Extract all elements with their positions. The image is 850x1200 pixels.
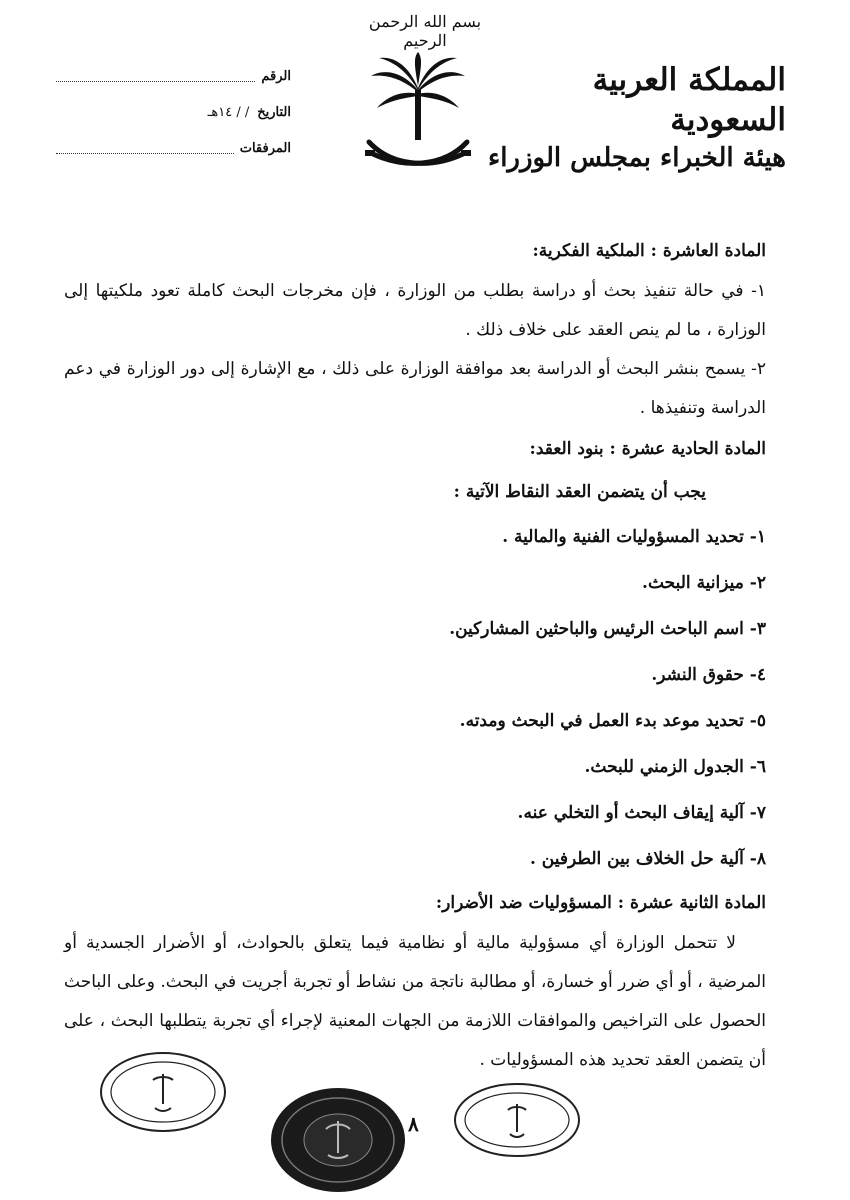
reference-block <box>56 58 291 166</box>
page-number: ٨ <box>408 1112 419 1136</box>
attachments-row <box>56 130 291 166</box>
basmala-text: بسم الله الرحمن الرحيم <box>368 12 482 50</box>
date-value: / / ١٤هـ <box>207 104 250 120</box>
reference-number-label: الرقم <box>261 68 291 84</box>
document-body <box>64 230 766 1080</box>
attachments-label: المرفقات <box>239 140 291 156</box>
org-name-line2: هيئة الخبراء بمجلس الوزراء <box>487 143 786 173</box>
palm-swords-emblem-icon <box>363 50 473 180</box>
article10-clause1: ١- في حالة تنفيذ بحث أو دراسة بطلب من الوزارة ، فإن مخرجات البحث كاملة تعود ملكيتها إلى الوزارة ، ما لم ينص العقد على خلاف ذلك . <box>64 281 766 340</box>
list-item: ١- تحديد المسؤوليات الفنية والمالية . <box>502 527 766 547</box>
left-stamp-seal-icon <box>98 1050 228 1134</box>
list-item: ٨- آلية حل الخلاف بين الطرفين . <box>529 849 766 869</box>
article12-body: لا تتحمل الوزارة أي مسؤولية مالية أو نظامية فيما يتعلق بالحوادث، أو الأضرار الجسدية أو المرضية ، أو أي ضرر أو خسارة، أو مطالبة ناتجة من نشاط أو تجربة أجريت في البحث. وعلى الباحث الحصول على التراخيص والموافقات اللازمة من الجهات المعنية لإجراء أي تجربة يتطلبها البحث ، على أن يتضمن العقد تحديد هذه المسؤوليات . <box>64 933 766 1070</box>
article11-heading: المادة الحادية عشرة : بنود العقد: <box>529 439 766 459</box>
list-item: ٢- ميزانية البحث. <box>642 573 766 593</box>
article12-heading: المادة الثانية عشرة : المسؤوليات ضد الأضرار: <box>435 893 766 913</box>
center-round-seal-icon <box>268 1085 408 1195</box>
article10-heading: المادة العاشرة : الملكية الفكرية: <box>532 241 766 261</box>
organization-title <box>486 60 786 176</box>
date-label: التاريخ <box>257 104 291 120</box>
reference-number-field <box>56 71 255 82</box>
attachments-field <box>56 143 234 154</box>
right-stamp-seal-icon <box>452 1080 582 1160</box>
list-item: ٦- الجدول الزمني للبحث. <box>584 757 766 777</box>
list-item: ٤- حقوق النشر. <box>651 665 766 685</box>
article11-items <box>64 514 766 882</box>
date-row <box>56 94 291 130</box>
article10-clause2: ٢- يسمح بنشر البحث أو الدراسة بعد موافقة الوزارة على ذلك ، مع الإشارة إلى دور الوزارة في دعم الدراسة وتنفيذها . <box>64 359 766 418</box>
list-item: ٧- آلية إيقاف البحث أو التخلي عنه. <box>517 803 766 823</box>
list-item: ٥- تحديد موعد بدء العمل في البحث ومدته. <box>459 711 766 731</box>
reference-number-row <box>56 58 291 94</box>
article11-intro: يجب أن يتضمن العقد النقاط الآتية : <box>453 482 706 502</box>
org-name-line1: المملكة العربية السعودية <box>592 62 786 138</box>
list-item: ٣- اسم الباحث الرئيس والباحثين المشاركين. <box>449 619 766 639</box>
